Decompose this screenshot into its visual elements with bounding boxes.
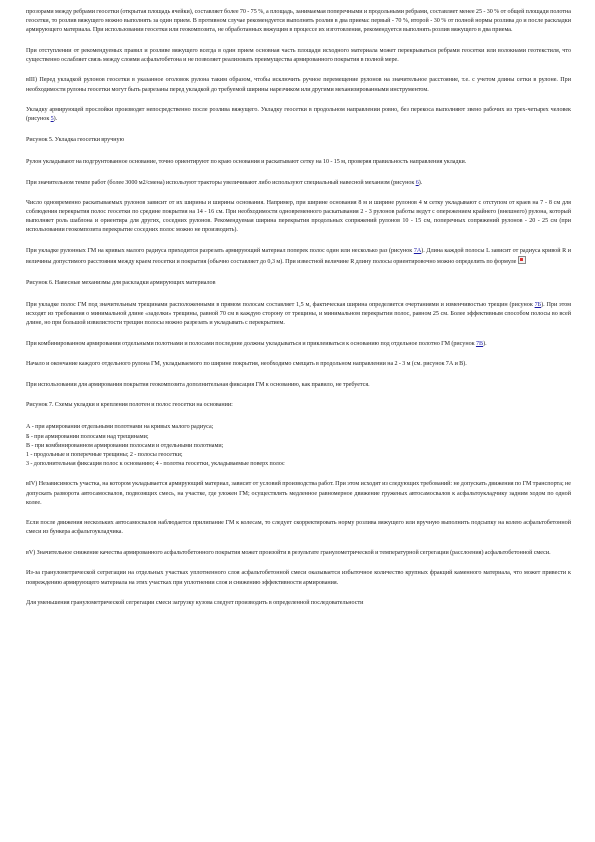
paragraph (26, 301, 571, 328)
paragraph: вIV) Независимость участка, на котором укладывается армирующий материал, зависит от условий производства работ. При этом исходят из следующих требований: не допускать движения по ГМ транспорта; не допускать разворота автосамосвалов, подвозящих смесь, на участке, где уложен ГМ; осуществлять медленное равномерное движение груженых автосамосвалов к асфальтоукладчику задним ходом по одной колее. (26, 481, 571, 506)
legend-item: 3 - дополнительная фиксация полос к основанию; 4 - полотна геосетки, укладываемые поверх полос (26, 460, 285, 467)
paragraph (26, 247, 571, 267)
paragraph-text: ). (483, 340, 487, 347)
figure-5-link[interactable]: 5 (50, 116, 54, 123)
paragraph-text: ). Длина каждой полосы L зависит от радиуса кривой R и величины допустимого расстояния между краем геосетки и покрытия (обычно составляет до 0,3 м). При известной величине R длину полосы ориентировочно можно определить по формуле (26, 248, 571, 266)
document-page (26, 8, 571, 620)
paragraph-text: ). При этом исходят из требования о минимальной длине «заделки» трещины, равной 70 см в каждую сторону от трещины, и минимальном перекрытии полос, равном 25 см. Более эффективным способом полосы во всей длине, но при большой извилистости трещин полосы можно разрезать и укладывать с перекрытием. (26, 301, 571, 326)
paragraph-text: При укладке полос ГМ под значительным трещинами расположенными в прямом полосам составляет 1,5 м, фактическая ширина определяется очертаниями и изменчивостью трещин (рисунок (26, 301, 535, 308)
figure-6-link[interactable]: 6 (415, 179, 419, 186)
legend-item: Б - при армировании полосами над трещинами; (26, 433, 149, 440)
paragraph: прозорами между ребрами геосетки (открытая площадь ячейки), составляет более 70 - 75 %, а площадь, занимаемая поперечными и продольными ребрами, составляет менее 25 - 30 % от общей площади полотна геосетки, то розлив вяжущего можно выполнять за один прием. В противном случае рекомендуется выполнять розлив в два приема: первый - 70 %, второй - 30 % от полной нормы розлива до и после раскладки армирующего материала. При использовании геосетки или геокомпозита, не обработанных вяжущим в процессе их изготовления, рекомендуется выполнять розлив вяжущего в два приема. (26, 9, 571, 34)
paragraph-text: При укладке рулонных ГМ на кривых малого радиуса приходится разрезать армирующий материал поперек полос один или несколько раз (рисунок (26, 248, 414, 254)
paragraph: Для уменьшения гранулометрической сегрегации смеси загрузку кузова следует производить в определенной последовательности (26, 600, 364, 607)
legend-item: 1 - продольные и поперечные трещины; 2 - полосы геосетки; (26, 451, 183, 458)
paragraph-text: При значительном темпе работ (более 3000 м2/смена) используют тракторы увеличивают либо используют специальный навесной механизм (рисунок (26, 179, 416, 186)
paragraph-text: ). (418, 179, 423, 186)
figure-7v-link[interactable]: 7В (475, 340, 484, 347)
paragraph (26, 179, 571, 188)
figure-7a-link[interactable]: 7А (413, 248, 422, 254)
figure-6-caption: Рисунок 6. Навесные механизмы для раскладки армирующих материалов (26, 279, 216, 286)
paragraph (26, 106, 571, 124)
figure-7-caption: Рисунок 7. Схемы укладки и крепления полотен и полос геосетки на основании: (26, 402, 233, 409)
legend-item: В - при комбинированном армировании полосами и отдельными полотнами; (26, 442, 224, 449)
paragraph: При использовании для армирования покрытия геокомпозита дополнительная фиксация ГМ к основанию, как правило, не требуется. (26, 381, 370, 388)
paragraph: При отступлении от рекомендуемых правил и розливе вяжущего всегда в один прием основная часть площади исходного материала может перекрываться ребрами геосетки или волокнами геотекстиля, что существенно ослабляет связь между слоями асфальтобетона и не позволяет реализовать преимущества армированного покрытия в полной мере. (26, 47, 571, 63)
paragraph-text: ). (53, 116, 58, 123)
figure-7b-link[interactable]: 7Б (534, 301, 542, 308)
paragraph: Число одновременно раскатываемых рулонов зависит от их ширины и ширины основания. Например, при ширине основания 8 м и ширине рулонов 4 м сетку укладывают с отступом от краев на 7 - 8 см для соблюдения перекрытия полос геосетки по средине покрытия на 14 - 16 см. При необходимости одновременного раскатывания 2 - 3 рулонов работы ведут с опережением крайнего (внешнего) рулона, который выполняет роль шаблона и ориентира для других, соседних рулонов. Рекомендуемая ширина перекрытия продольных сопряжений рулонов 10 - 15 см, поперечных сопряжений рулонов - 20 - 25 см (при использовании геокомпозита перекрытие соседних полос можно не производить). (26, 200, 571, 234)
paragraph: Из-за гранулометрической сегрегации на отдельных участках уплотненного слоя асфальтобетонной смеси оказывается избыточное количество крупных фракций каменного материала, что может привести к повреждению армирующего материала на этих участках при уплотнении слоя и снижению эффективности армирования. (26, 570, 571, 586)
paragraph: Начало и окончание каждого отдельного рулона ГМ, укладываемого по ширине покрытия, необходимо смещать в продольном направлении на 2 - 3 м (см. рисунок 7А и В). (26, 361, 467, 368)
paragraph: Если после движения нескольких автосамосвалов наблюдается прилипание ГМ к колесам, то следует скорректировать норму розлива вяжущего или вручную выполнить подсыпку на колею асфальтобетонной смеси из бункера асфальтоукладчика. (26, 520, 571, 536)
paragraph: Рулон укладывают на подгрунтованное основание, точно ориентируют по краю основания и раскатывают сетку на 10 - 15 м, проверяя правильность направления укладки. (26, 158, 467, 165)
paragraph: вIII) Перед укладкой рулонов геосетки в указанное оголовок рулона таким образом, чтобы исключить ручное перемещение рулонов на значительное расстояние, т.е. с учетом длины сетки в рулоне. При необходимости рулоны геосетки могут быть разрезаны перед укладкой до требуемой ширины нарезчиком или другими механизированными инструментом. (26, 77, 571, 93)
paragraph-text: Укладку армирующей прослойки производят непосредственно после розлива вяжущего. Укладку геосетки в продольном направлении ровно, без перекоса выполняют звено рабочих из трех-четырех человек (рисунок (26, 107, 571, 123)
paragraph-text: При комбинированном армировании отдельными полотнами и полосами последние должны укладываться и приклеиваться к основанию под отдельное полотно ГМ (рисунок (26, 340, 476, 347)
figure-5-caption: Рисунок 5. Укладка геосетки вручную (26, 136, 125, 143)
paragraph: вV) Значительное снижение качества армированного асфальтобетонного покрытия может произойти в результате гранулометрической и температурной сегрегации (расслоения) асфальтобетонной смеси. (26, 549, 551, 556)
broken-image-icon (518, 256, 526, 264)
legend-item: А - при армировании отдельными полотнами на кривых малого радиуса; (26, 424, 214, 431)
paragraph (26, 340, 571, 349)
